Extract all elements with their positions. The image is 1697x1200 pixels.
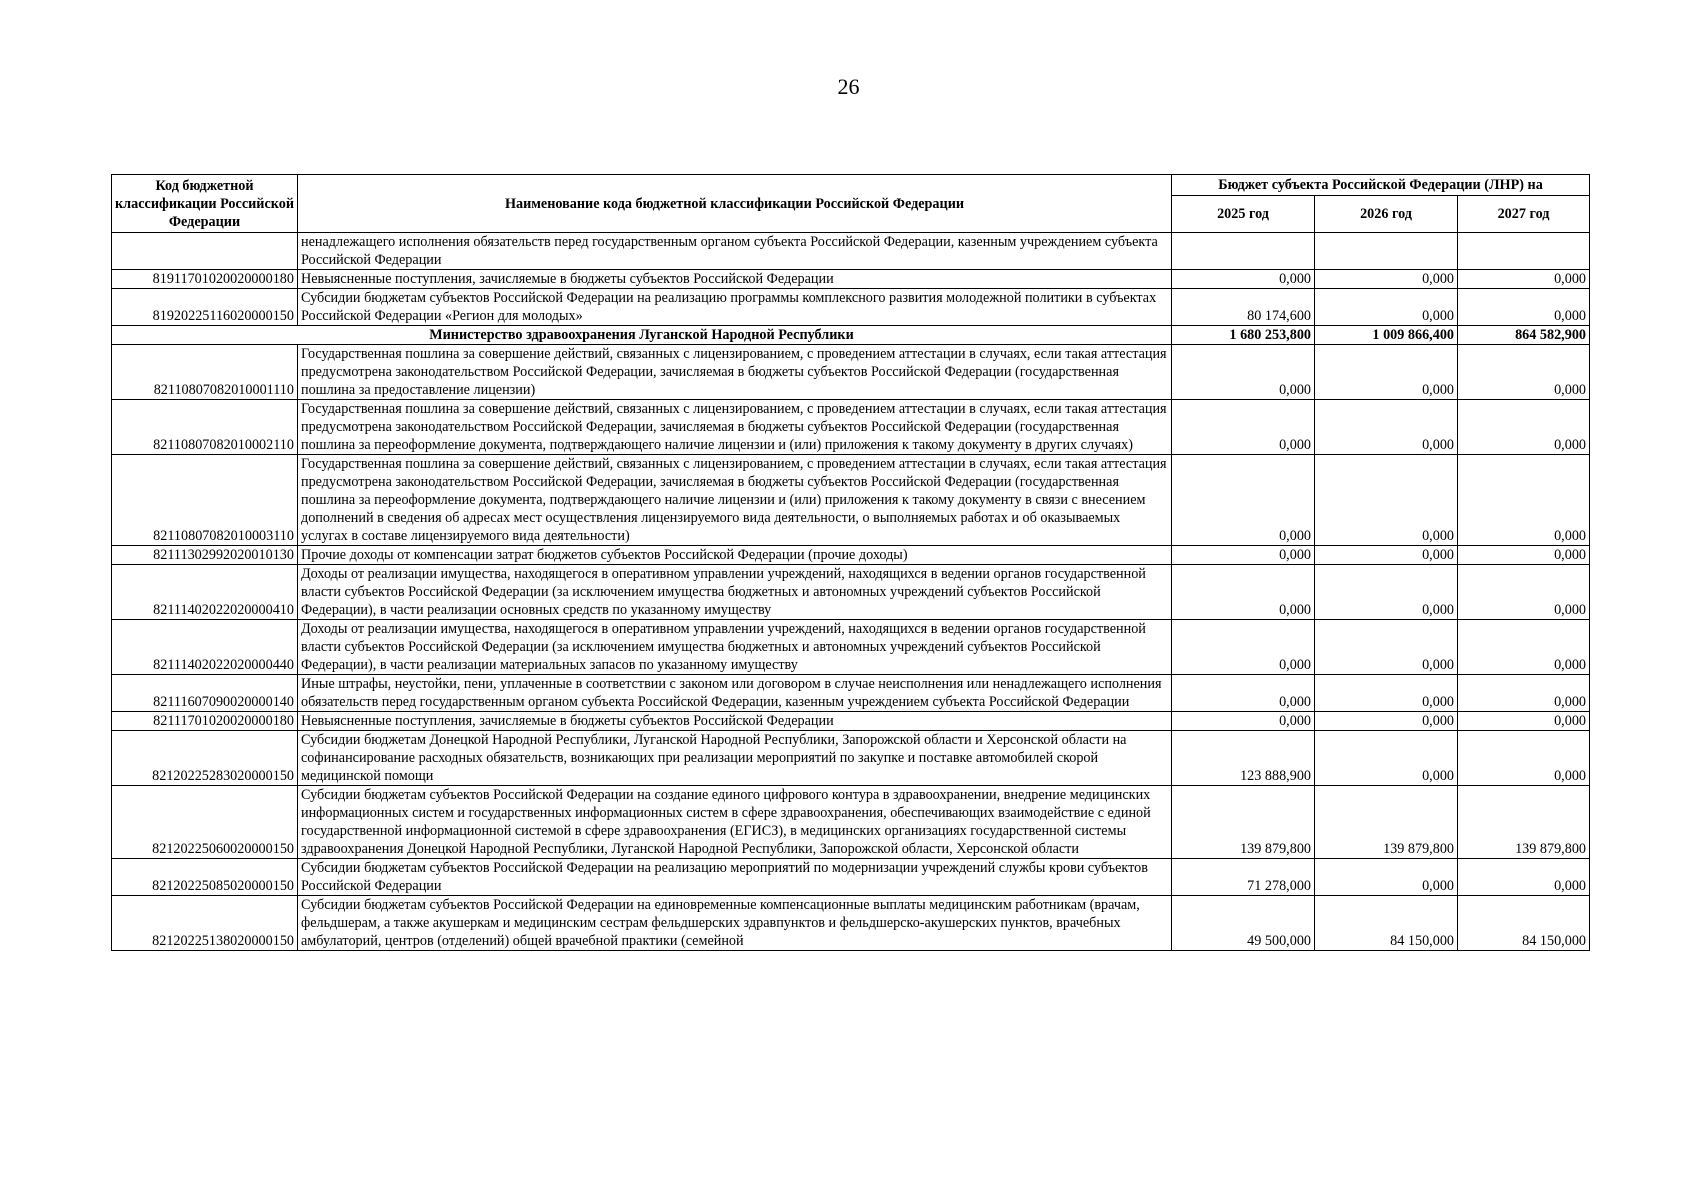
row-value-2027: 0,000 xyxy=(1458,859,1590,896)
row-value-2026: 139 879,800 xyxy=(1315,786,1458,859)
row-value-2027: 0,000 xyxy=(1458,345,1590,400)
row-value-2025: 0,000 xyxy=(1172,270,1315,289)
row-value-2027: 139 879,800 xyxy=(1458,786,1590,859)
section-total-2026: 1 009 866,400 xyxy=(1315,326,1458,345)
row-name: Субсидии бюджетам субъектов Российской Федерации на реализацию мероприятий по модернизации учреждений службы крови субъектов Российской Федерации xyxy=(298,859,1172,896)
header-year-2027: 2027 год xyxy=(1458,196,1590,233)
row-value-2026: 0,000 xyxy=(1315,712,1458,731)
row-value-2027 xyxy=(1458,233,1590,270)
row-name: Государственная пошлина за совершение действий, связанных с лицензированием, с проведением аттестации в случаях, если такая аттестация предусмотрена законодательством Российской Федерации, зачисляемая в бюджеты субъектов Российской Федерации (государственная пошлина за предоставление лицензии) xyxy=(298,345,1172,400)
row-code: 82120225060020000150 xyxy=(112,786,298,859)
section-total-2027: 864 582,900 xyxy=(1458,326,1590,345)
table-row xyxy=(112,546,1590,565)
table-row xyxy=(112,731,1590,786)
budget-table xyxy=(111,174,1590,951)
page-number: 26 xyxy=(837,74,860,99)
row-code: 82110807082010001110 xyxy=(112,345,298,400)
row-value-2027: 0,000 xyxy=(1458,455,1590,546)
row-code: 82111402022020000440 xyxy=(112,620,298,675)
row-code: 82111701020020000180 xyxy=(112,712,298,731)
row-value-2027: 0,000 xyxy=(1458,289,1590,326)
row-value-2026: 0,000 xyxy=(1315,289,1458,326)
section-row xyxy=(112,326,1590,345)
row-value-2025: 0,000 xyxy=(1172,712,1315,731)
table-row xyxy=(112,270,1590,289)
row-value-2025: 0,000 xyxy=(1172,455,1315,546)
row-value-2025: 0,000 xyxy=(1172,400,1315,455)
row-value-2026: 0,000 xyxy=(1315,675,1458,712)
row-name: Субсидии бюджетам Донецкой Народной Республики, Луганской Народной Республики, Запорожской области и Херсонской области на софинансирование расходных обязательств, возникающих при реализации мероприятий по закупке и поставке автомобилей скорой медицинской помощи xyxy=(298,731,1172,786)
row-name: Невыясненные поступления, зачисляемые в бюджеты субъектов Российской Федерации xyxy=(298,712,1172,731)
row-value-2025: 0,000 xyxy=(1172,546,1315,565)
row-name: Иные штрафы, неустойки, пени, уплаченные в соответствии с законом или договором в случае неисполнения или ненадлежащего исполнения обязательств перед государственным органом субъекта Российской Федерации, казенным учреждением субъекта Российской Федерации xyxy=(298,675,1172,712)
section-total-2025: 1 680 253,800 xyxy=(1172,326,1315,345)
row-name: Государственная пошлина за совершение действий, связанных с лицензированием, с проведением аттестации в случаях, если такая аттестация предусмотрена законодательством Российской Федерации, зачисляемая в бюджеты субъектов Российской Федерации (государственная пошлина за переоформление документа, подтверждающего наличие лицензии и (или) приложения к такому документу в связи с внесением дополнений в сведения об адресах мест осуществления лицензируемого вида деятельности, о выполняемых работах и об оказываемых услугах в составе лицензируемого вида деятельности) xyxy=(298,455,1172,546)
table-row xyxy=(112,675,1590,712)
table-row xyxy=(112,400,1590,455)
row-code: 82110807082010002110 xyxy=(112,400,298,455)
row-value-2027: 0,000 xyxy=(1458,546,1590,565)
row-value-2025: 0,000 xyxy=(1172,620,1315,675)
header-year-2026: 2026 год xyxy=(1315,196,1458,233)
row-value-2027: 84 150,000 xyxy=(1458,896,1590,951)
table-row xyxy=(112,859,1590,896)
row-value-2026: 0,000 xyxy=(1315,455,1458,546)
header-year-2025: 2025 год xyxy=(1172,196,1315,233)
row-value-2026: 0,000 xyxy=(1315,345,1458,400)
row-value-2025: 123 888,900 xyxy=(1172,731,1315,786)
row-value-2027: 0,000 xyxy=(1458,620,1590,675)
row-value-2025: 71 278,000 xyxy=(1172,859,1315,896)
row-value-2026: 0,000 xyxy=(1315,731,1458,786)
row-value-2027: 0,000 xyxy=(1458,731,1590,786)
row-code: 82111607090020000140 xyxy=(112,675,298,712)
row-value-2025: 0,000 xyxy=(1172,565,1315,620)
row-value-2027: 0,000 xyxy=(1458,565,1590,620)
row-value-2026: 0,000 xyxy=(1315,546,1458,565)
row-value-2025: 139 879,800 xyxy=(1172,786,1315,859)
row-value-2026: 0,000 xyxy=(1315,565,1458,620)
row-code: 81911701020020000180 xyxy=(112,270,298,289)
row-name: ненадлежащего исполнения обязательств перед государственным органом субъекта Российской Федерации, казенным учреждением субъекта Российской Федерации xyxy=(298,233,1172,270)
row-name: Субсидии бюджетам субъектов Российской Федерации на единовременные компенсационные выплаты медицинским работникам (врачам, фельдшерам, а также акушеркам и медицинским сестрам фельдшерских здравпунктов и фельдшерско-акушерских пунктов, врачебных амбулаторий, центров (отделений) общей врачебной практики (семейной xyxy=(298,896,1172,951)
table-row xyxy=(112,712,1590,731)
row-value-2025: 80 174,600 xyxy=(1172,289,1315,326)
row-name: Государственная пошлина за совершение действий, связанных с лицензированием, с проведением аттестации в случаях, если такая аттестация предусмотрена законодательством Российской Федерации, зачисляемая в бюджеты субъектов Российской Федерации (государственная пошлина за переоформление документа, подтверждающего наличие лицензии и (или) приложения к такому документу в других случаях) xyxy=(298,400,1172,455)
section-title: Министерство здравоохранения Луганской Народной Республики xyxy=(112,326,1172,345)
row-value-2026: 84 150,000 xyxy=(1315,896,1458,951)
row-code: 82111402022020000410 xyxy=(112,565,298,620)
row-code: 82110807082010003110 xyxy=(112,455,298,546)
table-row xyxy=(112,345,1590,400)
row-value-2026: 0,000 xyxy=(1315,859,1458,896)
row-name: Невыясненные поступления, зачисляемые в бюджеты субъектов Российской Федерации xyxy=(298,270,1172,289)
row-value-2025 xyxy=(1172,233,1315,270)
row-value-2026: 0,000 xyxy=(1315,270,1458,289)
table-row xyxy=(112,565,1590,620)
row-name: Прочие доходы от компенсации затрат бюджетов субъектов Российской Федерации (прочие доходы) xyxy=(298,546,1172,565)
row-code xyxy=(112,233,298,270)
row-code: 82120225138020000150 xyxy=(112,896,298,951)
table-row xyxy=(112,786,1590,859)
row-value-2026: 0,000 xyxy=(1315,400,1458,455)
row-value-2026 xyxy=(1315,233,1458,270)
row-value-2025: 0,000 xyxy=(1172,675,1315,712)
row-value-2025: 0,000 xyxy=(1172,345,1315,400)
row-value-2027: 0,000 xyxy=(1458,400,1590,455)
row-value-2026: 0,000 xyxy=(1315,620,1458,675)
row-code: 82111302992020010130 xyxy=(112,546,298,565)
table-row xyxy=(112,620,1590,675)
table-row xyxy=(112,455,1590,546)
table-row xyxy=(112,289,1590,326)
header-name: Наименование кода бюджетной классификации Российской Федерации xyxy=(298,175,1172,233)
row-name: Субсидии бюджетам субъектов Российской Федерации на реализацию программы комплексного развития молодежной политики в субъектах Российской Федерации «Регион для молодых» xyxy=(298,289,1172,326)
row-code: 81920225116020000150 xyxy=(112,289,298,326)
row-code: 82120225283020000150 xyxy=(112,731,298,786)
row-name: Субсидии бюджетам субъектов Российской Федерации на создание единого цифрового контура в здравоохранении, внедрение медицинских информационных систем и государственных информационных систем в сфере здравоохранения, обеспечивающих взаимодействие с единой государственной информационной системой в сфере здравоохранения (ЕГИСЗ), в медицинских организациях государственной системы здравоохранения Донецкой Народной Республики, Луганской Народной Республики, Запорожской области, Херсонской области xyxy=(298,786,1172,859)
row-code: 82120225085020000150 xyxy=(112,859,298,896)
row-value-2027: 0,000 xyxy=(1458,675,1590,712)
header-code: Код бюджетной классификации Российской Федерации xyxy=(112,175,298,233)
row-name: Доходы от реализации имущества, находящегося в оперативном управлении учреждений, находящихся в ведении органов государственной власти субъектов Российской Федерации (за исключением имущества бюджетных и автономных учреждений субъектов Российской Федерации), в части реализации материальных запасов по указанному имуществу xyxy=(298,620,1172,675)
row-name: Доходы от реализации имущества, находящегося в оперативном управлении учреждений, находящихся в ведении органов государственной власти субъектов Российской Федерации (за исключением имущества бюджетных и автономных учреждений субъектов Российской Федерации), в части реализации основных средств по указанному имуществу xyxy=(298,565,1172,620)
table-row xyxy=(112,233,1590,270)
table-row xyxy=(112,896,1590,951)
header-budget-group: Бюджет субъекта Российской Федерации (ЛНР) на xyxy=(1172,175,1590,196)
row-value-2025: 49 500,000 xyxy=(1172,896,1315,951)
row-value-2027: 0,000 xyxy=(1458,270,1590,289)
row-value-2027: 0,000 xyxy=(1458,712,1590,731)
